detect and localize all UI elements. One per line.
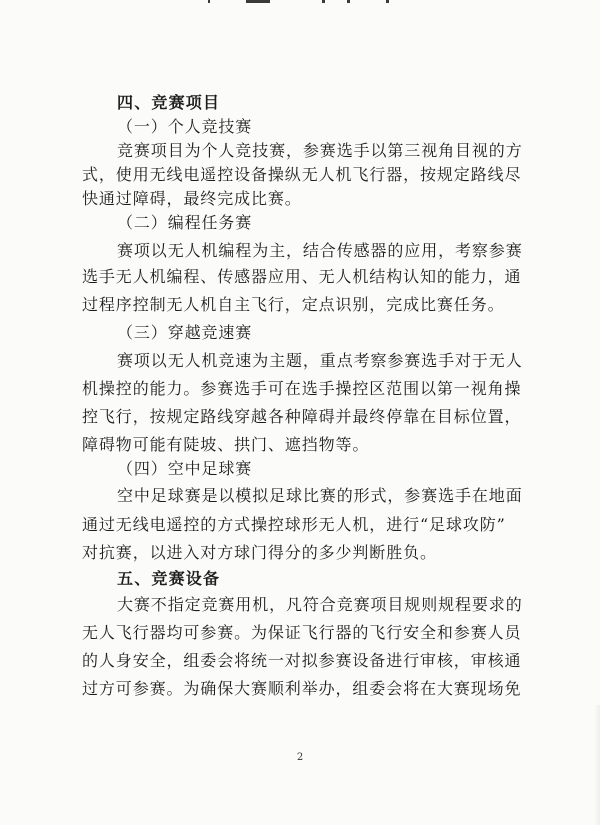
paragraph-line: 无人飞行器均可参赛。为保证飞行器的飞行安全和参赛人员 — [82, 623, 522, 642]
paragraph-line: 式，使用无线电遥控设备操纵无人机飞行器，按规定路线尽 — [82, 165, 522, 184]
scan-marks — [0, 0, 600, 12]
scan-mark — [208, 0, 210, 3]
subsection-heading-racing: （三）穿越竞速赛 — [117, 323, 253, 342]
paragraph-line: 过程序控制无人机自主飞行，定点识别，完成比赛任务。 — [82, 295, 505, 314]
section-heading-competition-items: 四、竞赛项目 — [117, 93, 221, 112]
paragraph-line: 对抗赛，以进入对方球门得分的多少判断胜负。 — [82, 543, 437, 562]
paragraph-line: 大赛不指定竞赛用机，凡符合竞赛项目规则规程要求的 — [117, 595, 523, 614]
paragraph-line: 竞赛项目为个人竞技赛，参赛选手以第三视角目视的方 — [117, 141, 523, 160]
paragraph-line: 控飞行，按规定路线穿越各种障碍并最终停靠在目标位置， — [82, 407, 522, 426]
subsection-heading-programming: （二）编程任务赛 — [117, 213, 253, 232]
paragraph-line: 赛项以无人机编程为主，结合传感器的应用，考察参赛 — [117, 241, 523, 260]
subsection-heading-soccer: （四）空中足球赛 — [117, 459, 253, 478]
scan-mark — [347, 0, 350, 3]
scan-mark — [322, 0, 325, 3]
paragraph-line: 空中足球赛是以模拟足球比赛的形式，参赛选手在地面 — [117, 486, 523, 505]
paragraph-line: 赛项以无人机竞速为主题，重点考察参赛选手对于无人 — [117, 351, 523, 370]
paragraph-line: 选手无人机编程、传感器应用、无人机结构认知的能力，通 — [82, 267, 522, 286]
paragraph-line: 快通过障碍，最终完成比赛。 — [82, 189, 302, 208]
subsection-heading-individual: （一）个人竞技赛 — [117, 117, 253, 136]
section-heading-equipment: 五、竞赛设备 — [117, 569, 221, 588]
paragraph-line: 的人身安全，组委会将统一对拟参赛设备进行审核，审核通 — [82, 651, 522, 670]
page-edge-shadow — [594, 705, 600, 825]
scan-mark — [246, 0, 270, 3]
scan-mark — [386, 0, 389, 3]
paragraph-line: 机操控的能力。参赛选手可在选手操控区范围以第一视角操 — [82, 379, 522, 398]
paragraph-line: 通过无线电遥控的方式操控球形无人机，进行“足球攻防” — [82, 515, 506, 534]
paragraph-line: 过方可参赛。为确保大赛顺利举办，组委会将在大赛现场免 — [82, 679, 522, 698]
page-number: 2 — [296, 752, 304, 763]
paragraph-line: 障碍物可能有陡坡、拱门、遮挡物等。 — [82, 435, 370, 454]
